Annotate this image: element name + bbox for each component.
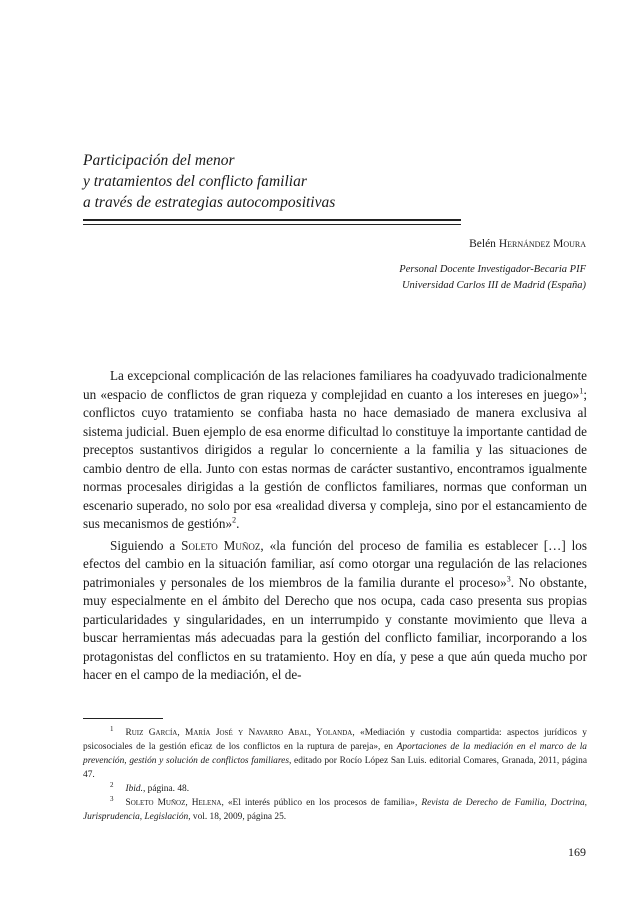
footnote-3	[83, 796, 587, 824]
footnote-3-text-a: , «El interés público en los procesos de familia»,	[221, 798, 422, 808]
footnote-1-number: 1	[110, 724, 114, 733]
footnote-separator	[83, 718, 163, 719]
paragraph-1	[83, 367, 587, 534]
footnote-2	[83, 782, 587, 796]
footnote-1	[83, 726, 587, 782]
title-rule-thin	[83, 224, 461, 225]
affiliation-line-2: Universidad Carlos III de Madrid (España)	[401, 280, 586, 291]
body-text	[83, 367, 587, 685]
footnote-2-source: Ibid.	[125, 784, 143, 794]
title-rule-thick	[83, 219, 461, 221]
paragraph-1-text-b: ; conflictos cuyo tratamiento se confiaba hasta no hace demasiado de manera exclusiva al sistema judicial. Buen ejemplo de esa enorme dificultad lo constituye la importante cantidad de preceptos sustantivos dirigidos a regular lo concerniente a la familia y las situaciones de cambio dentro de ella. Junto con estas normas de carácter sustantivo, encontramos igualmente normas procesales dirigidas a la gestión de conflictos familiares, normas que conforman un escenario superado, no solo por esa «realidad diversa y compleja, sino por el estancamiento de sus mecanismos de gestión»	[83, 386, 587, 531]
footnote-1-source: Aportaciones de la mediación en el marco de la prevención, gestión y solución de conflictos familiares	[83, 742, 587, 766]
footnote-ref-1[interactable]: 1	[579, 386, 584, 396]
paragraph-2-text-c: . No obstante, muy especialmente en el ámbito del Derecho que nos ocupa, cada caso presenta sus propias particularidades y singularidades, en un interrumpido y constante movimiento que lleva a buscar herramientas más adecuadas para la gestión del conflicto familiar, incorporando a los protagonistas del conflictos en su tratamiento. Hoy en día, y pese a que aún queda mucho por hacer en el campo de la mediación, el de-	[83, 574, 587, 682]
paragraph-1-text-c: .	[236, 516, 240, 531]
footnote-2-number: 2	[110, 780, 114, 789]
footnote-ref-2[interactable]: 2	[232, 515, 237, 525]
paragraph-2	[83, 537, 587, 685]
paragraph-2-text-a: Siguiendo a	[110, 537, 182, 553]
chapter-title	[83, 150, 523, 213]
paragraph-1-text-a: La excepcional complicación de las relaciones familiares ha coadyuvado tradicionalmente un «espacio de conflictos de gran riqueza y complejidad en cuanto a los intereses en juego»	[83, 368, 587, 402]
title-line-2: y tratamientos del conflicto familiar	[83, 173, 307, 190]
footnote-3-number: 3	[110, 794, 114, 803]
footnote-1-text-a: , «Mediación y custodia compartida: aspectos jurídicos y psicosociales de la gestión eficaz de los conflictos en la ruptura de pareja», en	[83, 728, 587, 752]
title-line-1: Participación del menor	[83, 152, 235, 169]
author-given-name: Belén	[469, 238, 496, 250]
footnote-3-text-b: , vol. 18, 2009, página 25.	[188, 812, 287, 822]
footnotes	[83, 726, 587, 824]
author-affiliation	[399, 262, 586, 294]
footnote-ref-3[interactable]: 3	[506, 574, 511, 584]
author-surname: Hernández Moura	[498, 238, 586, 250]
footnote-1-text-b: , editado por Rocío López San Luis. editorial Comares, Granada, 2011, página 47.	[83, 756, 587, 780]
page-number: 169	[568, 845, 586, 859]
affiliation-line-1: Personal Docente Investigador-Becaria PIF	[399, 264, 586, 275]
footnote-2-text: , página. 48.	[142, 784, 190, 794]
footnote-3-authors: Soleto Muñoz, Helena	[125, 798, 222, 808]
footnote-3-source: Revista de Derecho de Familia, Doctrina, Jurisprudencia, Legislación	[83, 798, 588, 822]
paragraph-2-text-b: , «la función del proceso de familia es establecer […] los efectos del cambio en la situación familiar, así como otorgar una regulación de las relaciones patrimoniales y personales de los miembros de la familia durante el proceso»	[83, 537, 587, 590]
author-name	[469, 238, 586, 250]
title-line-3: a través de estrategias autocompositivas	[83, 194, 336, 211]
footnote-1-authors: Ruiz García, María José y Navarro Abal, Yolanda	[125, 728, 353, 738]
cited-author: Soleto Muñoz	[181, 537, 261, 553]
